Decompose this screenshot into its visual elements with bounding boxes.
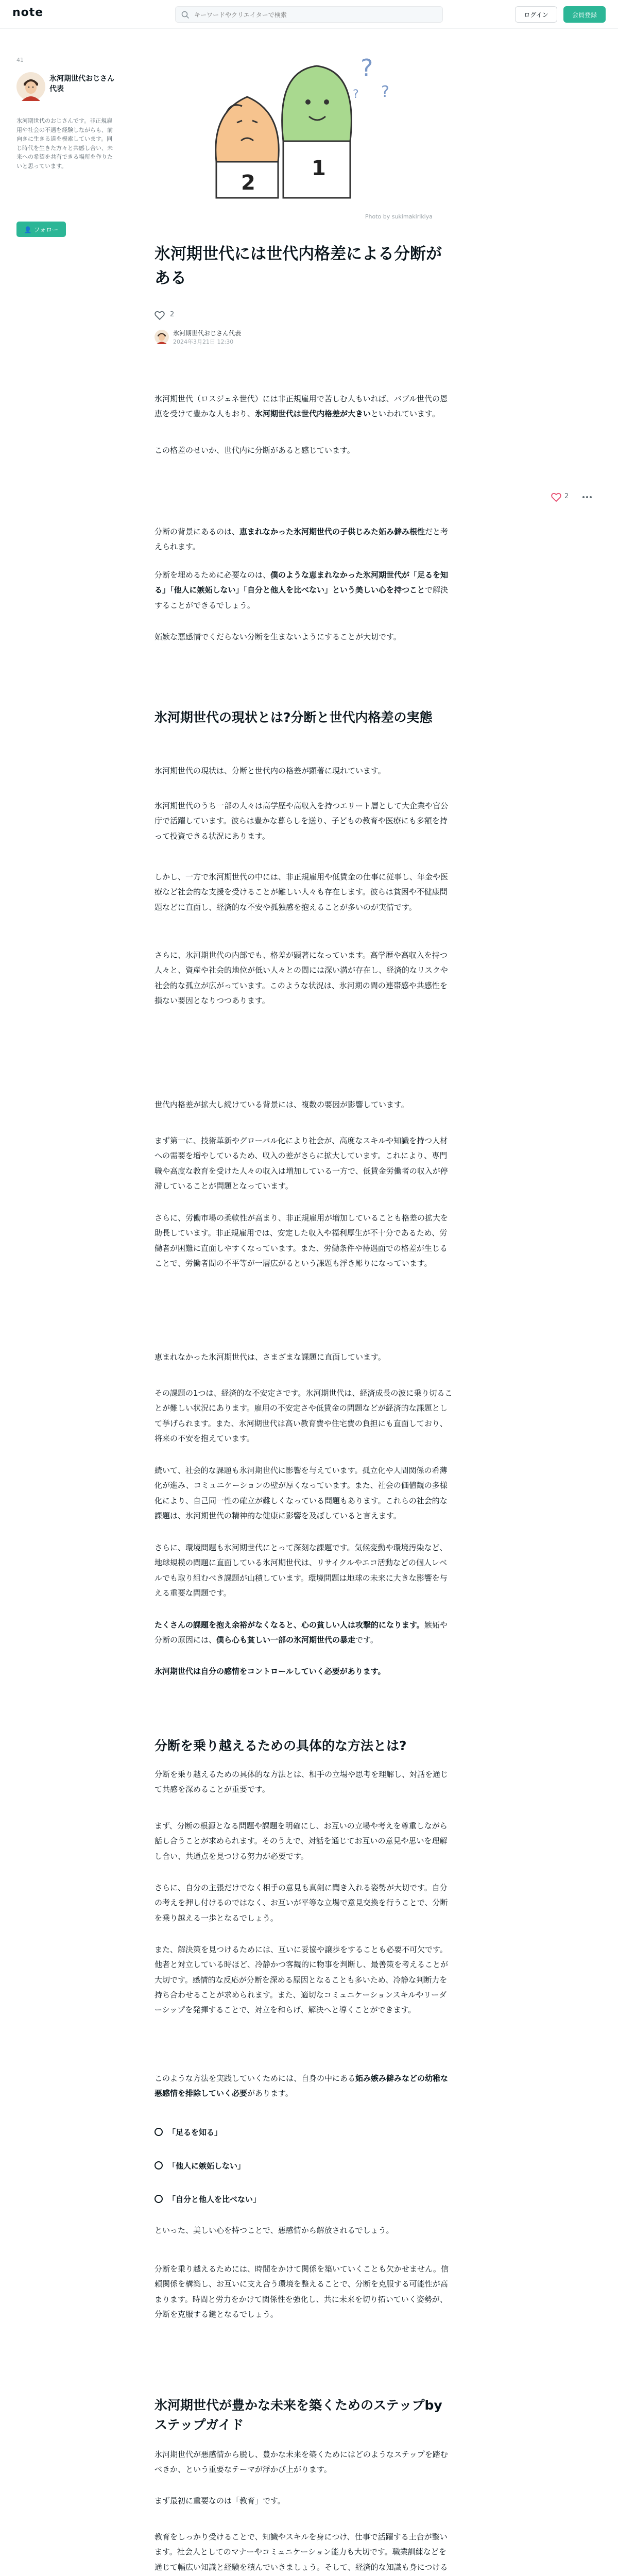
svg-text:?: ? [381, 83, 389, 101]
svg-text:?: ? [353, 88, 359, 101]
check-label: 「他人に嫉妬しない」 [168, 2161, 246, 2171]
paragraph [154, 524, 453, 555]
paragraph: 氷河期世代の現状は、分断と世代内の格差が顕著に現れています。 [154, 766, 386, 775]
follow-button[interactable] [16, 222, 66, 237]
emphasis: 妬み嫉み僻みなどの幼稚な悪感情を排除していく必要 [154, 2074, 449, 2098]
text: です。 [355, 1635, 378, 1645]
emphasis: たくさんの課題を抱え余裕がなくなると、心の貧しい人は攻撃的になります。 [154, 1620, 424, 1630]
circle-icon [154, 2195, 163, 2203]
check-item [154, 2159, 453, 2174]
note-logo[interactable]: note [12, 6, 44, 19]
paragraph: さらに、氷河期世代の内部でも、格差が顕著になっています。高学歴や高収入を持つ人々と、資産や社会的地位が低い人々との間には深い溝が存在し、経済的なリスクや社会的な孤立が広がっています。このような状況は、氷河期の間の連帯感や共感性を損ない要因となりつつあります。 [154, 951, 448, 1005]
text: といわれています。 [371, 409, 440, 419]
svg-text:?: ? [360, 54, 373, 82]
search-box[interactable] [175, 6, 443, 23]
more-icon[interactable] [581, 491, 593, 503]
check-label: 「自分と他人を比べない」 [168, 2195, 261, 2204]
login-button[interactable]: ログイン [515, 6, 557, 23]
check-item [154, 2125, 453, 2140]
sidebar-author-name[interactable]: 氷河期世代おじさん代表 [49, 75, 114, 93]
check-label: 「足るを知る」 [168, 2128, 222, 2137]
like-row [154, 309, 216, 321]
svg-text:1: 1 [312, 157, 326, 180]
paragraph: さらに、労働市場の柔軟性が高まり、非正規雇用が増加していることも格差の拡大を助長しています。非正規雇用では、安定した収入や福利厚生が不十分であるため、労働者が困難に直面しやすくなっています。また、労働条件や待遇面での格差が生じることで、労働者間の不平等が一層広がるという課題も浮き彫りになっています。 [154, 1213, 449, 1268]
section-heading: 氷河期世代が豊かな未来を築くためのステップbyステップガイド [154, 2398, 442, 2432]
sidebar-count: 41 [16, 57, 24, 63]
floating-actions [551, 489, 608, 505]
paragraph [154, 2071, 453, 2102]
text: で解決することができるでしょう。 [154, 585, 449, 610]
paragraph: まず、分断の根源となる問題や課題を明確にし、お互いの立場や考えを尊重しながら話し合うことが求められます。そのうえで、対話を通じてお互いの意見や思いを理解し合い、共通点を見つける努力が必要です。 [154, 1821, 448, 1861]
follow-icon: 👤 [24, 226, 34, 233]
text: だと考えられます。 [154, 527, 449, 552]
paragraph: といった、美しい心を持つことで、悪感情から解放されるでしょう。 [154, 2226, 394, 2235]
check-item [154, 2192, 453, 2207]
paragraph: 氷河期世代のうち一部の人々は高学歴や高収入を持つエリート層として大企業や官公庁で活躍しています。彼らは豊かな暮らしを送り、子どもの教育や医療にも多額を持って投資できる状況にあります。 [154, 801, 449, 841]
floating-like-count: 2 [564, 493, 569, 500]
paragraph: 分断を乗り越えるためには、時間をかけて関係を築いていくことも欠かせません。信頼関係を構築し、お互いに支え合う環境を整えることで、分断を克服する可能性が高まります。時間と労力をかけて関係性を強化し、共に未来を切り拓いていく姿勢が、分断を克服する鍵となるでしょう。 [154, 2264, 449, 2319]
paragraph: その課題の1つは、経済的な不安定さです。氷河期世代は、経済成長の波に乗り切ることが難しい状況にあります。雇用の不安定さや低賃金の問題などが経済的な課題として挙げられます。また、氷河期世代は高い教育費や住宅費の負担にも直面しており、将来の不安を抱えています。 [154, 1388, 453, 1443]
paragraph: 恵まれなかった氷河期世代は、さまざまな課題に直面しています。 [154, 1352, 386, 1362]
emphasis: 僕のような恵まれなかった氷河期世代が「足るを知る」「他人に嫉妬しない」「自分と他人を比べない」という美しい心を持つこと [154, 570, 449, 595]
paragraph: 氷河期世代は自分の感情をコントロールしていく必要があります。 [154, 1667, 386, 1676]
emphasis: 僕ら心も貧しい一部の氷河期世代の暴走 [216, 1635, 356, 1645]
text: 分断を埋めるために必要なのは、 [154, 570, 271, 580]
heart-icon[interactable] [551, 493, 561, 502]
paragraph [154, 568, 453, 613]
paragraph: この格差のせいか、世代内に分断があると感じています。 [154, 446, 355, 455]
paragraph: さらに、環境問題も氷河期世代にとって深刻な課題です。気候変動や環境汚染など、地球規模の問題に直面している氷河期世代は、リサイクルやエコ活動などの個人レベルでも取り組むべき課題が山積しています。環境問題は地球の未来に大きな影響を与える重要な問題です。 [154, 1543, 448, 1598]
paragraph [154, 1618, 453, 1648]
paragraph: まず第一に、技術革新やグローバル化により社会が、高度なスキルや知識を持つ人材への需要を増やしているため、収入の差がさらに拡大しています。これにより、専門職や高度な教育を受けた人々の収入は増加している一方で、低賃金労働者の収入が停滞していることが問題となっています。 [154, 1136, 448, 1191]
paragraph: 分断を乗り越えるための具体的な方法とは、相手の立場や思考を理解し、対話を通じて共感を深めることが重要です。 [154, 1770, 449, 1794]
photo-credit[interactable]: Photo by sukimakirikiya [365, 213, 433, 220]
heart-icon[interactable] [154, 310, 165, 320]
like-count: 2 [170, 311, 175, 318]
sidebar-description: 氷河期世代のおじさんです。非正規雇用や社会の不遇を経験しながらも、前向きに生きる道を模索しています。同じ時代を生きた方々と共感し合い、未来への希望を共有できる場所を作りたいと思っています。 [16, 117, 113, 170]
paragraph: 世代内格差が拡大し続けている背景には、複数の要因が影響しています。 [154, 1100, 409, 1109]
author-name[interactable]: 氷河期世代おじさん代表 [173, 330, 242, 337]
text: 氷河期世代（ロスジェネ世代）には非正規雇用で苦しむ人もいれば、バブル世代の恩恵を受けて豊かな人もおり、 [154, 394, 448, 419]
section-heading: 氷河期世代の現状とは?分断と世代内格差の実態 [154, 710, 433, 725]
emphasis: 氷河期世代は世代内格差が大きい [255, 409, 371, 419]
search-icon [181, 10, 190, 20]
signup-button[interactable]: 会員登録 [563, 6, 606, 23]
paragraph: 続いて、社会的な課題も氷河期世代に影響を与えています。孤立化や人間関係の希薄化が進み、コミュニケーションの壁が厚くなっています。また、社会の価値観の多様化により、自己同一性の確立が難しくなっている問題もあります。これらの社会的な課題は、氷河期世代の精神的な健康に影響を及ぼしていると言えます。 [154, 1466, 448, 1520]
post-date: 2024年3月21日 12:30 [173, 338, 234, 345]
paragraph: さらに、自分の主張だけでなく相手の意見も真剣に聞き入れる姿勢が大切です。自分の考えを押し付けるのではなく、お互いが平等な立場で意見交換を行うことで、分断を乗り越える一歩となるでしょう。 [154, 1883, 448, 1923]
circle-icon [154, 2128, 163, 2136]
paragraph: 教育をしっかり受けることで、知識やスキルを身につけ、仕事で活躍する土台が整います。社会人としてのマナーやコミュニケーション能力も大切です。職業訓練などを通じて幅広い知識と経験を積んでいきましょう。そして、経済的な知識も身につける [154, 2532, 448, 2572]
text: このような方法を実践していくためには、自身の中にある [154, 2074, 356, 2083]
text: 嫉妬や分断の原因には、 [154, 1620, 448, 1645]
emphasis: 恵まれなかった氷河期世代の子供じみた妬み僻み根性 [239, 527, 425, 536]
paragraph: また、解決策を見つけるためには、互いに妥協や譲歩をすることも必要不可欠です。他者と対立している時ほど、冷静かつ客観的に物事を判断し、最善策を考えることが大切です。感情的な反応が分断を深める原因となることも多いため、冷静な判断力を持ち合わせることが求められます。また、適切なコミュニケーションスキルやリーダーシップを発揮することで、対立を和らげ、解決へと導くことができます。 [154, 1945, 449, 2014]
paragraph: まず最初に重要なのは「教育」です。 [154, 2496, 285, 2505]
paragraph: しかし、一方で氷河期世代の中には、非正規雇用や低賃金の仕事に従事し、年金や医療など社会的な支援を受けることが難しい人々も存在します。彼らは貧困や不健康問題などに直面し、経済的な不安や孤独感を抱えることが多いのが実情です。 [154, 872, 449, 912]
author-avatar-small[interactable] [154, 330, 169, 344]
header [0, 0, 618, 29]
text: 分断の背景にあるのは、 [154, 527, 240, 536]
search-input[interactable] [193, 9, 435, 21]
svg-text:2: 2 [241, 171, 255, 195]
follow-label: フォロー [33, 226, 59, 233]
author-row [154, 329, 360, 346]
text: があります。 [247, 2089, 293, 2098]
paragraph: 妬嫉な悪感情でくだらない分断を生まないようにすることが大切です。 [154, 632, 401, 641]
paragraph: 氷河期世代が悪感情から脱し、豊かな未来を築くためにはどのようなステップを踏むべきか、という重要なテーマが浮かび上がります。 [154, 2450, 448, 2475]
circle-icon [154, 2161, 163, 2170]
author-avatar[interactable] [16, 72, 45, 101]
hero-illustration [154, 40, 433, 209]
section-heading: 分断を乗り越えるための具体的な方法とは? [154, 1738, 407, 1753]
article-title: 氷河期世代には世代内格差による分断がある [154, 245, 442, 287]
paragraph [154, 392, 453, 422]
